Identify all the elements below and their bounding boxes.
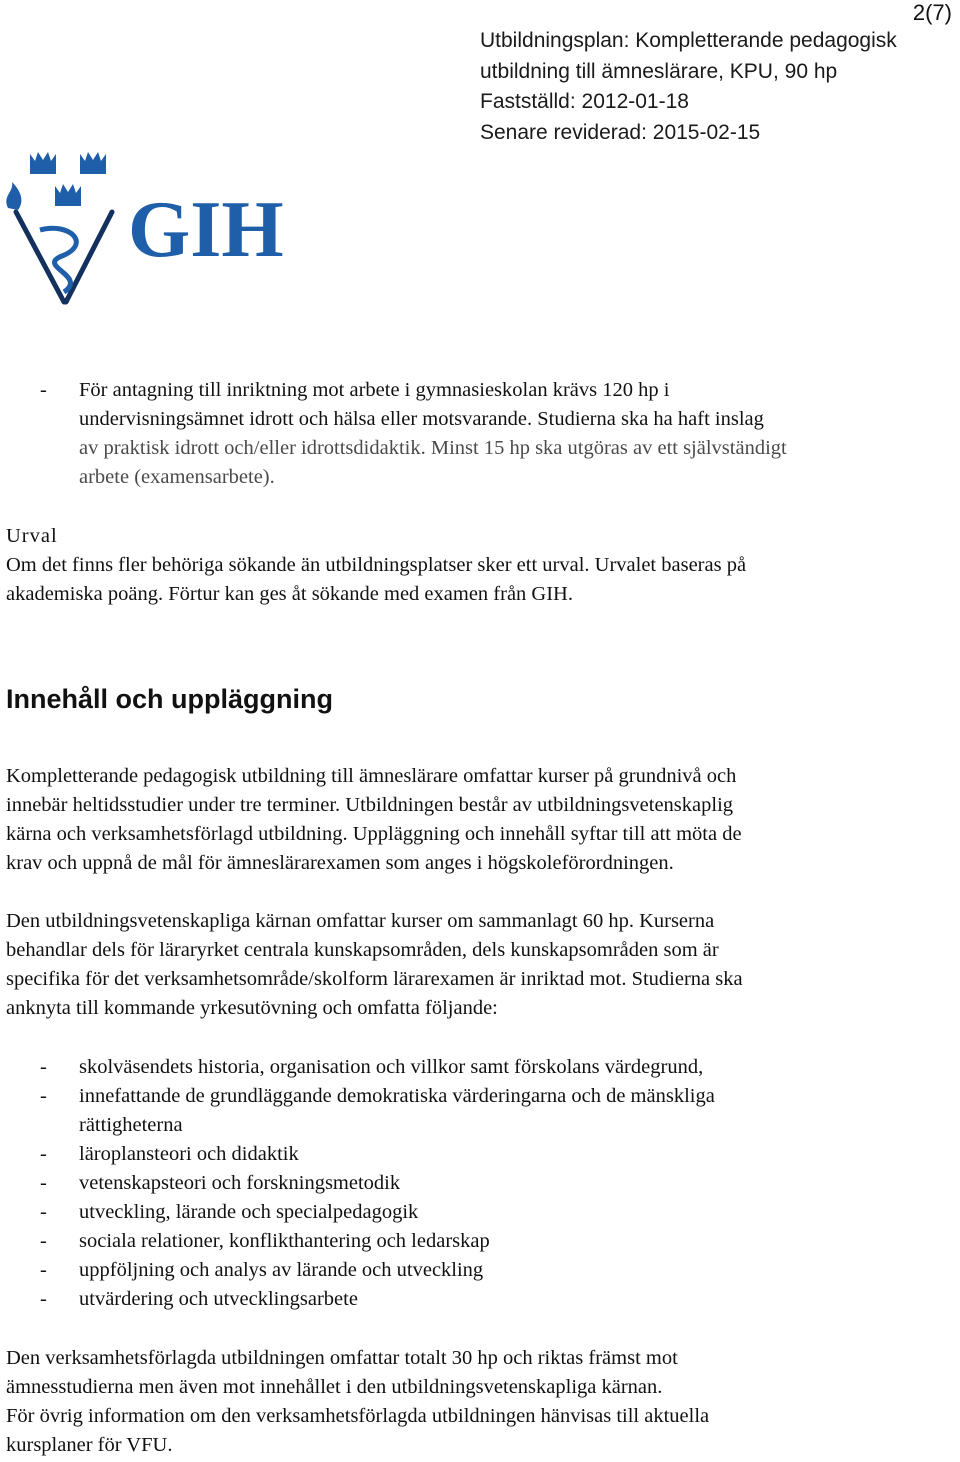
- urval-section: [6, 522, 946, 609]
- text-line: För antagning till inriktning mot arbete i gymnasieskolan krävs 120 hp i: [79, 379, 670, 401]
- gih-emblem-icon: [0, 152, 310, 312]
- paragraph: [6, 1344, 946, 1460]
- text-line: krav och uppnå de mål för ämneslärarexamen som anges i högskoleförordningen.: [6, 852, 674, 874]
- list-item-text: sociala relationer, konflikthantering och ledarskap: [79, 1230, 490, 1252]
- text-line: För övrig information om den verksamhetsförlagda utbildningen hänvisas till aktuella: [6, 1405, 710, 1427]
- gih-logo: [0, 152, 310, 317]
- header-line: utbildning till ämneslärare, KPU, 90 hp: [480, 59, 838, 83]
- list-item: - innefattande de grundläggande demokratiska värderingarna och de mänskliga rättigheterna: [6, 1082, 946, 1140]
- text-line: anknyta till kommande yrkesutövning och omfatta följande:: [6, 997, 498, 1019]
- requirement-item: [6, 376, 946, 492]
- text-line: akademiska poäng. Förtur kan ges åt sökande med examen från GIH.: [6, 583, 573, 605]
- list-item-text: utveckling, lärande och specialpedagogik: [79, 1201, 419, 1223]
- text-line: ämnesstudierna men även mot innehållet i den utbildningsvetenskapliga kärnan.: [6, 1376, 663, 1398]
- text-line: Kompletterande pedagogisk utbildning till ämneslärare omfattar kurser på grundnivå och: [6, 765, 737, 787]
- list-item: - uppföljning och analys av lärande och utveckling: [6, 1256, 946, 1285]
- list-item-text: utvärdering och utvecklingsarbete: [79, 1288, 358, 1310]
- text-line: Den utbildningsvetenskapliga kärnan omfattar kurser om sammanlagt 60 hp. Kurserna: [6, 910, 715, 932]
- text-line: Den verksamhetsförlagda utbildningen omfattar totalt 30 hp och riktas främst mot: [6, 1347, 678, 1369]
- document-header: [480, 26, 952, 148]
- list-item-text: läroplansteori och didaktik: [79, 1143, 299, 1165]
- list-item: - utveckling, lärande och specialpedagogik: [6, 1198, 946, 1227]
- list-item-text: rättigheterna: [79, 1114, 183, 1136]
- list-item: - utvärdering och utvecklingsarbete: [6, 1285, 946, 1314]
- list-item-text: skolväsendets historia, organisation och villkor samt förskolans värdegrund,: [79, 1056, 704, 1078]
- list-item: - För antagning till inriktning mot arbete i gymnasieskolan krävs 120 hp i undervisningsämnet idrott och hälsa eller motsvarande. Studierna ska ha haft inslag av praktisk idrott och/eller idrottsdidaktik. Minst 15 hp ska utgöras av ett självständigt arbete (examensarbete).: [6, 376, 946, 492]
- text-line: specifika för det verksamhetsområde/skolform lärarexamen är inriktad mot. Studierna ska: [6, 968, 743, 990]
- content-list: [6, 1053, 946, 1314]
- text-line: kärna och verksamhetsförlagd utbildning. Uppläggning och innehåll syftar till att möta de: [6, 823, 742, 845]
- logo-text: GIH: [128, 186, 284, 274]
- list-item: - vetenskapsteori och forskningsmetodik: [6, 1169, 946, 1198]
- header-line: Senare reviderad: 2015-02-15: [480, 120, 761, 144]
- text-line: Om det finns fler behöriga sökande än utbildningsplatser sker ett urval. Urvalet baseras på: [6, 554, 747, 576]
- list-item: - läroplansteori och didaktik: [6, 1140, 946, 1169]
- text-line: innebär heltidsstudier under tre terminer. Utbildningen består av utbildningsvetenskaplig: [6, 794, 734, 816]
- page-number: 2(7): [912, 0, 952, 25]
- list-item: - sociala relationer, konflikthantering och ledarskap: [6, 1227, 946, 1256]
- text-line: av praktisk idrott och/eller idrottsdidaktik. Minst 15 hp ska utgöras av ett självständigt: [79, 437, 787, 459]
- section-heading: Innehåll och uppläggning: [6, 684, 333, 714]
- text-line: arbete (examensarbete).: [79, 466, 275, 488]
- list-item-text: innefattande de grundläggande demokratiska värderingarna och de mänskliga: [79, 1085, 715, 1107]
- paragraph: [6, 907, 946, 1023]
- urval-heading: Urval: [6, 525, 58, 547]
- list-item-text: uppföljning och analys av lärande och utveckling: [79, 1259, 484, 1281]
- list-item: - skolväsendets historia, organisation och villkor samt förskolans värdegrund,: [6, 1053, 946, 1082]
- paragraph: [6, 762, 946, 878]
- text-line: behandlar dels för läraryrket centrala kunskapsområden, dels kunskapsområden som är: [6, 939, 719, 961]
- text-line: undervisningsämnet idrott och hälsa eller motsvarande. Studierna ska ha haft inslag: [79, 408, 764, 430]
- header-line: Fastställd: 2012-01-18: [480, 90, 689, 113]
- list-item-text: vetenskapsteori och forskningsmetodik: [79, 1172, 401, 1194]
- text-line: kursplaner för VFU.: [6, 1434, 173, 1456]
- header-line: Utbildningsplan: Kompletterande pedagogisk: [480, 29, 897, 52]
